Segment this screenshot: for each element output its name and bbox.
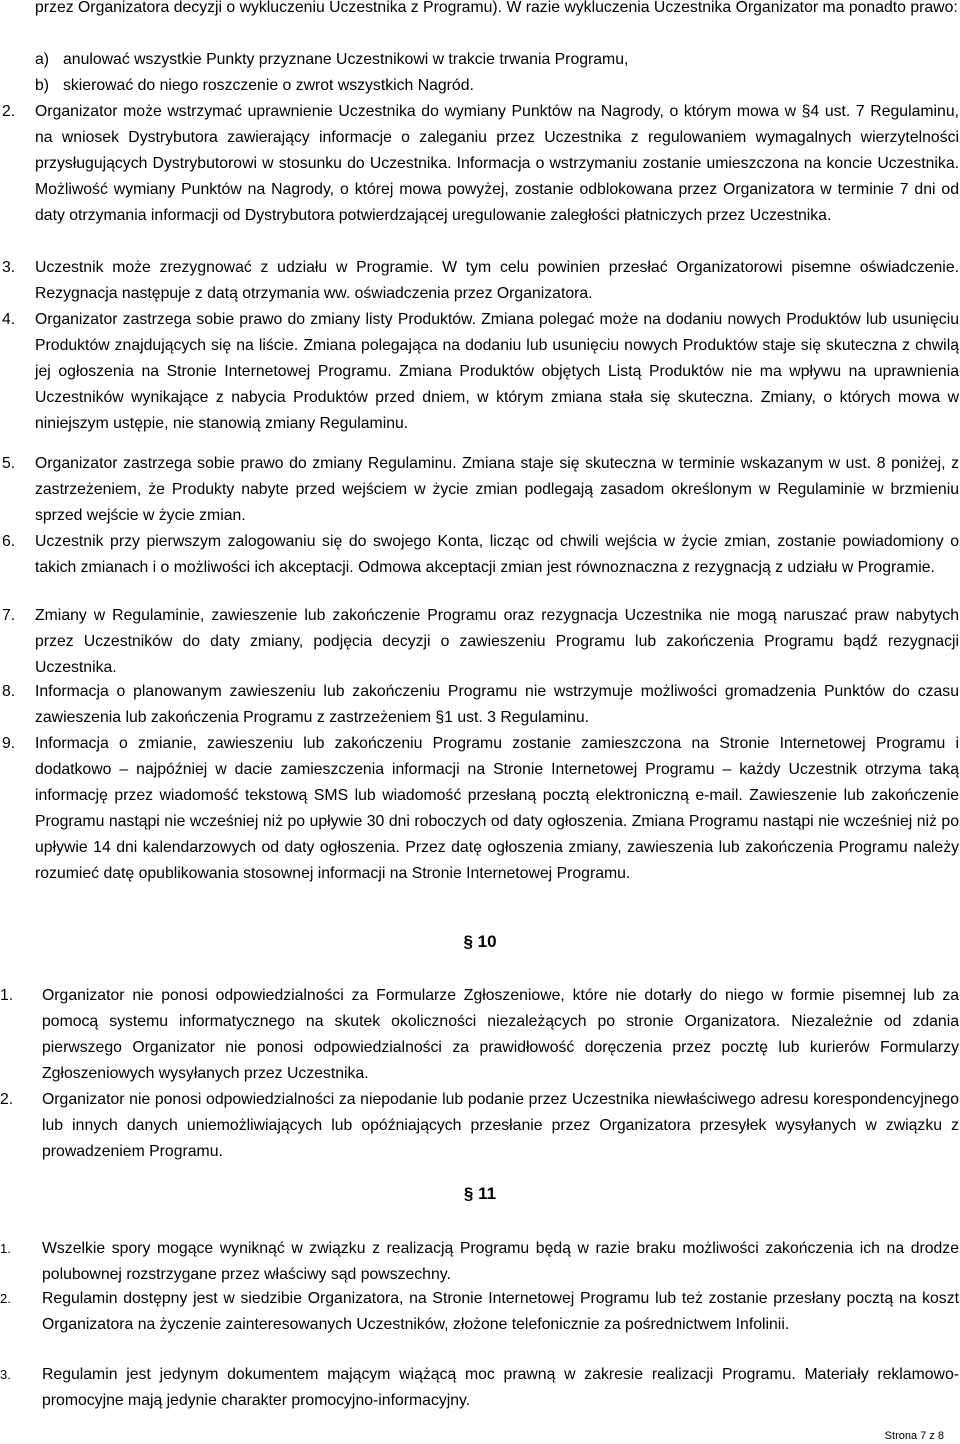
item-number: 3. [0, 1367, 11, 1382]
item-text: Organizator nie ponosi odpowiedzialności za Formularze Zgłoszeniowe, które nie dotarły do niego w formie pisemnej lub za pomocą systemu informatycznego na skutek okoliczności niezależących po stronie Organizatora. Niezależnie od zdania pierwszego Organizator nie ponosi odpowiedzialności za prawidłowość doręczenia przez pocztę lub kurierów Formularzy Zgłoszeniowych wysyłanych przez Uczestnika. [42, 987, 959, 1082]
item-text: Organizator zastrzega sobie prawo do zmiany listy Produktów. Zmiana polegać może na dodaniu nowych Produktów lub usunięciu Produktów znajdujących się na liście. Zmiana polegająca na dodaniu lub usunięciu nowych Produktów staje się skuteczna z chwilą jej ogłoszenia na Stronie Internetowej Programu. Zmiana Produktów objętych Listą Produktów nie ma wpływu na uprawnienia Uczestników wynikające z nabycia Produktów przed dniem, w którym zmiana stała się skuteczna. Zmiany, o których mowa w niniejszym ustępie, nie stanowią zmiany Regulaminu. [35, 311, 959, 432]
item-text: Regulamin dostępny jest w siedzibie Organizatora, na Stronie Internetowej Programu lub też zostanie przesłany pocztą na koszt Organizatora na życzenie zainteresowanych Uczestników, złożone telefonicznie za pośrednictwem Infolinii. [42, 1290, 959, 1333]
item-text: Uczestnik przy pierwszym zalogowaniu się do swojego Konta, licząc od chwili wejścia w życie zmian, zostanie powiadomiony o takich zmianach i o możliwości ich akceptacji. Odmowa akceptacji zmian jest równoznaczna z rezygnacją z udziału w Programie. [35, 533, 959, 576]
item-text: Informacja o planowanym zawieszeniu lub zakończeniu Programu nie wstrzymuje możliwości gromadzenia Punktów do czasu zawieszenia lub zakończenia Programu z zastrzeżeniem §1 ust. 3 Regulaminu. [35, 683, 959, 726]
item-number: 2. [0, 1091, 14, 1108]
item-text: Organizator nie ponosi odpowiedzialności za niepodanie lub podanie przez Uczestnika niewłaściwego adresu korespondencyjnego lub innych danych uniemożliwiających lub opóźniających przesłanie przez Organizatora przesyłek wysyłanych w związku z prowadzeniem Programu. [42, 1091, 959, 1160]
item-number: 6. [2, 533, 16, 550]
item-number: 5. [2, 455, 16, 472]
item-number: 3. [2, 259, 16, 276]
item-number: 9. [2, 735, 16, 752]
item-number: 1. [0, 987, 14, 1004]
intro-paragraph: przez Organizatora decyzji o wykluczeniu Uczestnika z Programu). W razie wykluczenia Uczestnika Organizator ma ponadto prawo: [35, 0, 958, 16]
sub-item-label: a) [35, 51, 50, 68]
item-text: Wszelkie spory mogące wyniknąć w związku z realizacją Programu będą w razie braku możliwości zakończenia ich na drodze polubownej rozstrzygane przez właściwy sąd powszechny. [42, 1240, 959, 1283]
item-text: Informacja o zmianie, zawieszeniu lub zakończeniu Programu zostanie zamieszczona na Stronie Internetowej Programu i dodatkowo – najpóźniej w dacie zamieszczenia informacji na Stronie Internetowej Programu – każdy Uczestnik otrzyma taką informację przez wiadomość tekstową SMS lub wiadomość przesłaną pocztą elektroniczną e-mail. Zawieszenie lub zakończenie Programu nastąpi nie wcześniej niż po upływie 30 dni roboczych od daty ogłoszenia. Zmiana Programu nastąpi nie wcześniej niż po upływie 14 dni kalendarzowych od daty ogłoszenia. Przez datę ogłoszenia zmiany, zawieszenia lub zakończenia Programu należy rozumieć datę opublikowania stosownej informacji na Stronie Internetowej Programu. [35, 735, 959, 882]
item-number: 1. [0, 1241, 11, 1256]
sub-item-label: b) [35, 77, 50, 94]
item-text: Zmiany w Regulaminie, zawieszenie lub zakończenie Programu oraz rezygnacja Uczestnika nie mogą naruszać praw nabytych przez Uczestników do daty zmiany, podjęcia decyzji o zawieszeniu Programu lub zakończenia Programu bądź rezygnacji Uczestnika. [35, 607, 959, 676]
section-heading-11: § 11 [463, 1184, 497, 1203]
sub-item-text: anulować wszystkie Punkty przyznane Uczestnikowi w trakcie trwania Programu, [63, 51, 629, 68]
item-number: 8. [2, 683, 16, 700]
item-text: Uczestnik może zrezygnować z udziału w Programie. W tym celu powinien przesłać Organizatorowi pisemne oświadczenie. Rezygnacja następuje z datą otrzymania ww. oświadczenia przez Organizatora. [35, 259, 959, 302]
item-text: Organizator zastrzega sobie prawo do zmiany Regulaminu. Zmiana staje się skuteczna w terminie wskazanym w ust. 8 poniżej, z zastrzeżeniem, że Produkty nabyte przed wejściem w życie zmian podlegają zasadom określonym w Regulaminie w brzmieniu sprzed wejście w życie zmian. [35, 455, 959, 524]
item-number: 2. [0, 1291, 11, 1306]
section-heading-10: § 10 [463, 932, 497, 951]
sub-item-text: skierować do niego roszczenie o zwrot wszystkich Nagród. [63, 77, 474, 94]
item-number: 4. [2, 311, 16, 328]
item-number: 7. [2, 607, 16, 624]
page-number: Strona 7 z 8 [884, 1430, 944, 1442]
item-text: Regulamin jest jedynym dokumentem mającym wiążącą moc prawną w zakresie realizacji Programu. Materiały reklamowo-promocyjne mają jedynie charakter promocyjno-informacyjny. [42, 1366, 959, 1409]
item-number: 2. [2, 103, 16, 120]
item-text: Organizator może wstrzymać uprawnienie Uczestnika do wymiany Punktów na Nagrody, o którym mowa w §4 ust. 7 Regulaminu, na wniosek Dystrybutora zawierający informacje o zaleganiu przez Uczestnika z regulowaniem wymagalnych wierzytelności przysługujących Dystrybutorowi w stosunku do Uczestnika. Informacja o wstrzymaniu zostanie umieszczona na koncie Uczestnika. Możliwość wymiany Punktów na Nagrody, o której mowa powyżej, zostanie odblokowana przez Organizatora w terminie 7 dni od daty otrzymania informacji od Dystrybutora potwierdzającej uregulowanie zaległości płatniczych przez Uczestnika. [35, 103, 959, 224]
